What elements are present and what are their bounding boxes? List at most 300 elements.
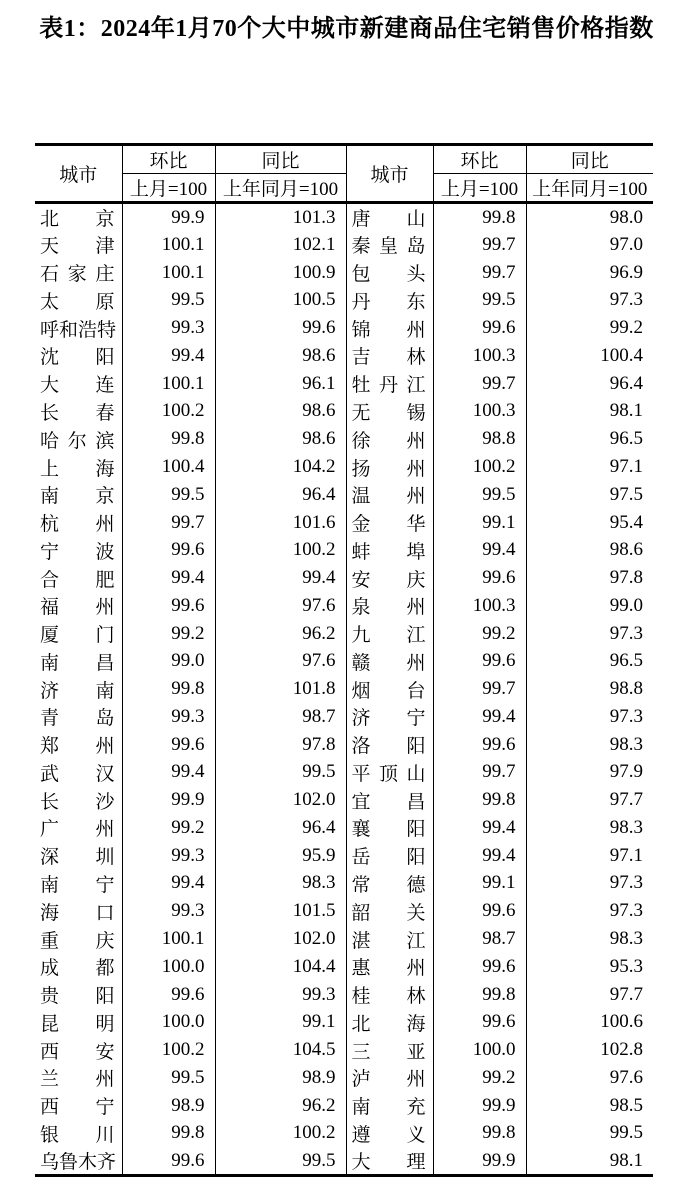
left-city-cell xyxy=(35,1064,122,1092)
city-name: 广 州 xyxy=(40,819,115,841)
price-index-table xyxy=(35,143,653,1177)
left-yoy-cell: 99.3 xyxy=(215,981,346,1009)
left-mom-cell: 99.5 xyxy=(122,1064,215,1092)
city-name: 大 理 xyxy=(351,1152,426,1174)
right-mom-cell: 98.7 xyxy=(433,925,526,953)
left-city-cell xyxy=(35,592,122,620)
left-mom-cell: 99.8 xyxy=(122,425,215,453)
right-city-cell xyxy=(346,1064,433,1092)
left-city-cell xyxy=(35,870,122,898)
table-row xyxy=(35,925,653,953)
right-city-cell xyxy=(346,1092,433,1120)
right-yoy-cell: 96.9 xyxy=(526,259,653,287)
table-row xyxy=(35,842,653,870)
right-city-cell xyxy=(346,731,433,759)
left-mom-cell: 100.1 xyxy=(122,925,215,953)
table-row xyxy=(35,1120,653,1148)
left-city-cell xyxy=(35,703,122,731)
right-city-cell xyxy=(346,620,433,648)
city-name: 南 昌 xyxy=(40,652,115,674)
left-mom-cell: 99.3 xyxy=(122,703,215,731)
right-mom-cell: 99.9 xyxy=(433,1092,526,1120)
left-yoy-cell: 104.2 xyxy=(215,453,346,481)
left-city-cell xyxy=(35,1092,122,1120)
right-yoy-cell: 98.0 xyxy=(526,203,653,232)
city-name: 西 宁 xyxy=(40,1097,115,1119)
table-body xyxy=(35,203,653,1176)
left-yoy-cell: 104.5 xyxy=(215,1036,346,1064)
right-city-cell xyxy=(346,536,433,564)
right-yoy-cell: 97.9 xyxy=(526,759,653,787)
left-city-cell xyxy=(35,425,122,453)
left-city-cell xyxy=(35,814,122,842)
right-yoy-cell: 98.8 xyxy=(526,675,653,703)
left-yoy-cell: 95.9 xyxy=(215,842,346,870)
right-mom-cell: 99.6 xyxy=(433,1008,526,1036)
right-mom-cell: 99.8 xyxy=(433,203,526,232)
left-city-cell xyxy=(35,259,122,287)
right-mom-cell: 99.7 xyxy=(433,675,526,703)
table-row xyxy=(35,675,653,703)
right-yoy-cell: 98.1 xyxy=(526,398,653,426)
city-name: 无 锡 xyxy=(351,402,426,424)
left-mom-cell: 99.7 xyxy=(122,509,215,537)
right-yoy-cell: 95.4 xyxy=(526,509,653,537)
city-name: 沈 阳 xyxy=(40,347,115,369)
left-yoy-cell: 96.4 xyxy=(215,814,346,842)
right-city-cell xyxy=(346,592,433,620)
left-mom-cell: 99.2 xyxy=(122,620,215,648)
right-yoy-cell: 100.6 xyxy=(526,1008,653,1036)
right-city-cell xyxy=(346,342,433,370)
city-name: 合 肥 xyxy=(40,569,115,591)
left-city-cell xyxy=(35,1147,122,1176)
right-mom-cell: 99.8 xyxy=(433,981,526,1009)
city-name: 太 原 xyxy=(40,291,115,313)
left-city-cell xyxy=(35,953,122,981)
right-city-cell xyxy=(346,675,433,703)
table-row xyxy=(35,370,653,398)
city-name: 石 家 庄 xyxy=(40,264,115,286)
city-name: 银 川 xyxy=(40,1124,115,1146)
city-name: 扬 州 xyxy=(351,458,426,480)
right-yoy-cell: 97.1 xyxy=(526,842,653,870)
left-city-cell xyxy=(35,759,122,787)
right-yoy-cell: 97.3 xyxy=(526,703,653,731)
right-mom-cell: 99.4 xyxy=(433,703,526,731)
left-yoy-cell: 99.4 xyxy=(215,564,346,592)
left-mom-cell: 99.6 xyxy=(122,592,215,620)
city-name: 北 海 xyxy=(351,1013,426,1035)
header-city-right: 城市 xyxy=(346,145,433,203)
city-name: 济 南 xyxy=(40,680,115,702)
left-yoy-cell: 99.5 xyxy=(215,1147,346,1176)
left-mom-cell: 99.0 xyxy=(122,647,215,675)
left-city-cell xyxy=(35,398,122,426)
right-city-cell xyxy=(346,287,433,315)
left-yoy-cell: 96.1 xyxy=(215,370,346,398)
left-yoy-cell: 101.3 xyxy=(215,203,346,232)
right-yoy-cell: 99.5 xyxy=(526,1120,653,1148)
table-row xyxy=(35,953,653,981)
right-yoy-cell: 98.1 xyxy=(526,1147,653,1176)
city-name: 成 都 xyxy=(40,958,115,980)
city-name: 泸 州 xyxy=(351,1069,426,1091)
city-name: 烟 台 xyxy=(351,680,426,702)
table-row xyxy=(35,481,653,509)
right-yoy-cell: 97.1 xyxy=(526,453,653,481)
right-yoy-cell: 98.3 xyxy=(526,731,653,759)
city-name: 惠 州 xyxy=(351,958,426,980)
right-city-cell xyxy=(346,398,433,426)
left-yoy-cell: 96.4 xyxy=(215,481,346,509)
city-name: 秦 皇 岛 xyxy=(351,236,426,258)
right-mom-cell: 99.6 xyxy=(433,564,526,592)
header-mom-left: 环比 xyxy=(122,145,215,174)
right-yoy-cell: 102.8 xyxy=(526,1036,653,1064)
city-name: 徐 州 xyxy=(351,430,426,452)
left-yoy-cell: 101.8 xyxy=(215,675,346,703)
table-row xyxy=(35,897,653,925)
city-name: 厦 门 xyxy=(40,625,115,647)
left-yoy-cell: 98.9 xyxy=(215,1064,346,1092)
right-yoy-cell: 97.8 xyxy=(526,564,653,592)
left-city-cell xyxy=(35,481,122,509)
left-city-cell xyxy=(35,897,122,925)
left-mom-cell: 99.2 xyxy=(122,814,215,842)
table-row xyxy=(35,564,653,592)
right-mom-cell: 99.6 xyxy=(433,953,526,981)
right-mom-cell: 98.8 xyxy=(433,425,526,453)
table-row xyxy=(35,509,653,537)
left-city-cell xyxy=(35,647,122,675)
city-name: 武 汉 xyxy=(40,763,115,785)
left-mom-cell: 99.6 xyxy=(122,731,215,759)
city-name: 九 江 xyxy=(351,625,426,647)
right-city-cell xyxy=(346,509,433,537)
left-yoy-cell: 100.5 xyxy=(215,287,346,315)
left-mom-cell: 100.0 xyxy=(122,1008,215,1036)
right-mom-cell: 99.4 xyxy=(433,536,526,564)
left-yoy-cell: 100.2 xyxy=(215,1120,346,1148)
right-yoy-cell: 97.3 xyxy=(526,870,653,898)
left-yoy-cell: 98.6 xyxy=(215,342,346,370)
header-mom-right: 环比 xyxy=(433,145,526,174)
left-yoy-cell: 97.6 xyxy=(215,592,346,620)
right-mom-cell: 99.2 xyxy=(433,1064,526,1092)
city-name: 海 口 xyxy=(40,902,115,924)
right-mom-cell: 99.9 xyxy=(433,1147,526,1176)
right-yoy-cell: 97.5 xyxy=(526,481,653,509)
table-row xyxy=(35,1147,653,1176)
left-city-cell xyxy=(35,342,122,370)
left-city-cell xyxy=(35,287,122,315)
right-mom-cell: 99.4 xyxy=(433,842,526,870)
right-city-cell xyxy=(346,425,433,453)
right-city-cell xyxy=(346,203,433,232)
left-mom-cell: 99.9 xyxy=(122,203,215,232)
right-city-cell xyxy=(346,314,433,342)
left-mom-cell: 100.1 xyxy=(122,370,215,398)
left-yoy-cell: 96.2 xyxy=(215,1092,346,1120)
header-yoy-left: 同比 xyxy=(215,145,346,174)
city-name: 呼 和 浩 特 xyxy=(40,319,117,341)
table-row xyxy=(35,814,653,842)
table-row xyxy=(35,1092,653,1120)
table-row xyxy=(35,536,653,564)
left-city-cell xyxy=(35,509,122,537)
city-name: 宜 昌 xyxy=(351,791,426,813)
city-name: 蚌 埠 xyxy=(351,541,426,563)
left-mom-cell: 99.9 xyxy=(122,786,215,814)
city-name: 赣 州 xyxy=(351,652,426,674)
right-mom-cell: 99.1 xyxy=(433,509,526,537)
city-name: 青 岛 xyxy=(40,708,115,730)
left-city-cell xyxy=(35,536,122,564)
left-yoy-cell: 98.3 xyxy=(215,870,346,898)
right-mom-cell: 100.3 xyxy=(433,342,526,370)
right-mom-cell: 99.5 xyxy=(433,287,526,315)
right-mom-cell: 99.6 xyxy=(433,647,526,675)
right-city-cell xyxy=(346,1036,433,1064)
city-name: 韶 关 xyxy=(351,902,426,924)
right-mom-cell: 99.2 xyxy=(433,620,526,648)
right-mom-cell: 99.6 xyxy=(433,314,526,342)
right-city-cell xyxy=(346,897,433,925)
city-name: 安 庆 xyxy=(351,569,426,591)
right-yoy-cell: 98.6 xyxy=(526,536,653,564)
table-row xyxy=(35,203,653,232)
right-mom-cell: 99.7 xyxy=(433,231,526,259)
left-yoy-cell: 102.0 xyxy=(215,925,346,953)
left-mom-cell: 99.3 xyxy=(122,314,215,342)
left-yoy-cell: 97.6 xyxy=(215,647,346,675)
city-name: 平 顶 山 xyxy=(351,763,426,785)
right-yoy-cell: 97.3 xyxy=(526,620,653,648)
right-yoy-cell: 95.3 xyxy=(526,953,653,981)
right-yoy-cell: 100.4 xyxy=(526,342,653,370)
city-name: 宁 波 xyxy=(40,541,115,563)
left-city-cell xyxy=(35,925,122,953)
left-yoy-cell: 99.5 xyxy=(215,759,346,787)
right-yoy-cell: 97.3 xyxy=(526,897,653,925)
right-city-cell xyxy=(346,925,433,953)
right-city-cell xyxy=(346,647,433,675)
city-name: 兰 州 xyxy=(40,1069,115,1091)
left-yoy-cell: 99.6 xyxy=(215,314,346,342)
right-mom-cell: 99.8 xyxy=(433,786,526,814)
table-row xyxy=(35,1064,653,1092)
table-row xyxy=(35,425,653,453)
left-city-cell xyxy=(35,314,122,342)
left-yoy-cell: 97.8 xyxy=(215,731,346,759)
table-row xyxy=(35,342,653,370)
right-mom-cell: 99.7 xyxy=(433,759,526,787)
city-name: 温 州 xyxy=(351,486,426,508)
left-mom-cell: 98.9 xyxy=(122,1092,215,1120)
right-city-cell xyxy=(346,1008,433,1036)
right-city-cell xyxy=(346,453,433,481)
city-name: 唐 山 xyxy=(351,209,426,230)
right-city-cell xyxy=(346,370,433,398)
right-yoy-cell: 96.5 xyxy=(526,647,653,675)
left-mom-cell: 100.2 xyxy=(122,1036,215,1064)
right-yoy-cell: 97.6 xyxy=(526,1064,653,1092)
right-city-cell xyxy=(346,842,433,870)
city-name: 常 德 xyxy=(351,874,426,896)
left-yoy-cell: 98.7 xyxy=(215,703,346,731)
right-yoy-cell: 96.5 xyxy=(526,425,653,453)
left-city-cell xyxy=(35,1036,122,1064)
table-row xyxy=(35,786,653,814)
right-mom-cell: 99.4 xyxy=(433,814,526,842)
city-name: 南 宁 xyxy=(40,874,115,896)
table-row xyxy=(35,259,653,287)
left-mom-cell: 99.4 xyxy=(122,342,215,370)
table-row xyxy=(35,703,653,731)
table-row xyxy=(35,647,653,675)
city-name: 长 沙 xyxy=(40,791,115,813)
left-mom-cell: 100.4 xyxy=(122,453,215,481)
left-mom-cell: 99.8 xyxy=(122,1120,215,1148)
city-name: 北 京 xyxy=(40,209,115,230)
table-row xyxy=(35,287,653,315)
table-row xyxy=(35,453,653,481)
city-name: 泉 州 xyxy=(351,597,426,619)
city-name: 丹 东 xyxy=(351,291,426,313)
right-mom-cell: 99.6 xyxy=(433,897,526,925)
left-mom-cell: 100.2 xyxy=(122,398,215,426)
right-mom-cell: 100.0 xyxy=(433,1036,526,1064)
city-name: 济 宁 xyxy=(351,708,426,730)
right-yoy-cell: 97.3 xyxy=(526,287,653,315)
right-yoy-cell: 98.3 xyxy=(526,814,653,842)
right-city-cell xyxy=(346,814,433,842)
city-name: 金 华 xyxy=(351,514,426,536)
left-mom-cell: 99.4 xyxy=(122,564,215,592)
city-name: 重 庆 xyxy=(40,930,115,952)
page-title: 表1：2024年1月70个大中城市新建商品住宅销售价格指数 xyxy=(39,16,654,42)
right-yoy-cell: 97.0 xyxy=(526,231,653,259)
city-name: 杭 州 xyxy=(40,514,115,536)
right-city-cell xyxy=(346,259,433,287)
left-mom-cell: 99.4 xyxy=(122,870,215,898)
city-name: 贵 阳 xyxy=(40,986,115,1008)
left-city-cell xyxy=(35,231,122,259)
city-name: 桂 林 xyxy=(351,986,426,1008)
right-mom-cell: 99.5 xyxy=(433,481,526,509)
header-city-left: 城市 xyxy=(59,165,98,186)
table-header xyxy=(35,145,653,203)
city-name: 福 州 xyxy=(40,597,115,619)
city-name: 三 亚 xyxy=(351,1041,426,1063)
left-yoy-cell: 99.1 xyxy=(215,1008,346,1036)
left-mom-cell: 100.0 xyxy=(122,953,215,981)
left-mom-cell: 99.5 xyxy=(122,481,215,509)
table-row xyxy=(35,1008,653,1036)
left-mom-cell: 99.3 xyxy=(122,897,215,925)
left-mom-cell: 100.1 xyxy=(122,259,215,287)
left-mom-cell: 99.8 xyxy=(122,675,215,703)
left-city-cell xyxy=(35,370,122,398)
left-mom-cell: 100.1 xyxy=(122,231,215,259)
header-yoy-base-right: 上年同月=100 xyxy=(526,174,653,203)
right-mom-cell: 99.7 xyxy=(433,259,526,287)
table-row xyxy=(35,1036,653,1064)
city-name: 洛 阳 xyxy=(351,736,426,758)
left-mom-cell: 99.6 xyxy=(122,1147,215,1176)
left-city-cell xyxy=(35,1008,122,1036)
left-yoy-cell: 104.4 xyxy=(215,953,346,981)
table-row xyxy=(35,314,653,342)
right-city-cell xyxy=(346,786,433,814)
table-row xyxy=(35,759,653,787)
left-mom-cell: 99.4 xyxy=(122,759,215,787)
city-name: 南 京 xyxy=(40,486,115,508)
left-city-cell xyxy=(35,842,122,870)
city-name: 天 津 xyxy=(40,236,115,258)
city-name: 南 充 xyxy=(351,1097,426,1119)
left-city-cell xyxy=(35,564,122,592)
right-city-cell xyxy=(346,759,433,787)
left-city-cell xyxy=(35,620,122,648)
city-name: 锦 州 xyxy=(351,319,426,341)
right-city-cell xyxy=(346,1120,433,1148)
table-row xyxy=(35,398,653,426)
table-row xyxy=(35,731,653,759)
left-mom-cell: 99.6 xyxy=(122,981,215,1009)
left-city-cell xyxy=(35,203,122,232)
left-yoy-cell: 100.9 xyxy=(215,259,346,287)
right-city-cell xyxy=(346,564,433,592)
right-mom-cell: 100.3 xyxy=(433,398,526,426)
right-yoy-cell: 98.3 xyxy=(526,925,653,953)
right-mom-cell: 99.8 xyxy=(433,1120,526,1148)
right-mom-cell: 99.6 xyxy=(433,731,526,759)
right-mom-cell: 99.7 xyxy=(433,370,526,398)
right-city-cell xyxy=(346,870,433,898)
city-name: 岳 阳 xyxy=(351,847,426,869)
right-city-cell xyxy=(346,1147,433,1176)
city-name: 包 头 xyxy=(351,264,426,286)
left-city-cell xyxy=(35,1120,122,1148)
left-yoy-cell: 100.2 xyxy=(215,536,346,564)
city-name: 上 海 xyxy=(40,458,115,480)
header-mom-base-left: 上月=100 xyxy=(122,174,215,203)
left-city-cell xyxy=(35,786,122,814)
city-name: 深 圳 xyxy=(40,847,115,869)
left-yoy-cell: 101.6 xyxy=(215,509,346,537)
left-city-cell xyxy=(35,675,122,703)
right-mom-cell: 99.1 xyxy=(433,870,526,898)
left-yoy-cell: 101.5 xyxy=(215,897,346,925)
header-yoy-base-left: 上年同月=100 xyxy=(215,174,346,203)
city-name: 郑 州 xyxy=(40,736,115,758)
city-name: 昆 明 xyxy=(40,1013,115,1035)
right-city-cell xyxy=(346,981,433,1009)
left-city-cell xyxy=(35,981,122,1009)
table-row xyxy=(35,981,653,1009)
city-name: 吉 林 xyxy=(351,347,426,369)
left-yoy-cell: 96.2 xyxy=(215,620,346,648)
city-name: 哈 尔 滨 xyxy=(40,430,115,452)
city-name: 襄 阳 xyxy=(351,819,426,841)
left-yoy-cell: 98.6 xyxy=(215,398,346,426)
left-city-cell xyxy=(35,453,122,481)
city-name: 大 连 xyxy=(40,375,115,397)
right-yoy-cell: 99.2 xyxy=(526,314,653,342)
city-name: 湛 江 xyxy=(351,930,426,952)
